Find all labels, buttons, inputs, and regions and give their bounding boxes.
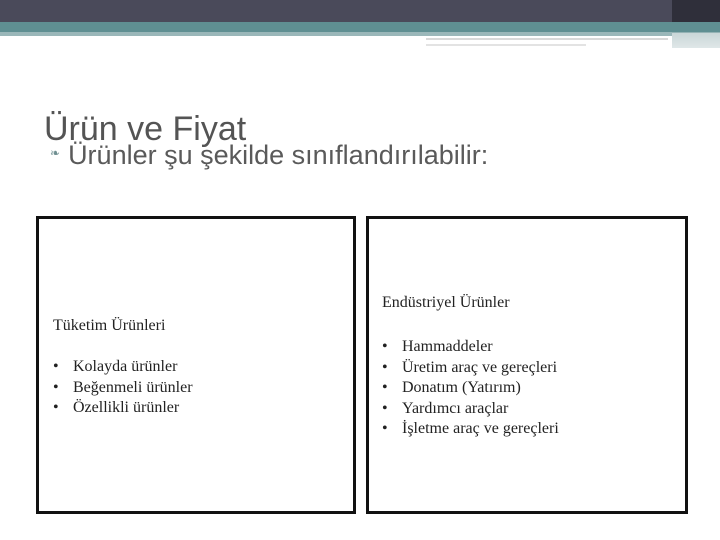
header-band-light bbox=[0, 32, 720, 36]
header-band-dark bbox=[0, 0, 720, 22]
bullet-dot-icon: • bbox=[382, 399, 388, 417]
bullet-dot-icon: • bbox=[382, 338, 388, 355]
decorative-line bbox=[426, 44, 586, 46]
list-item bbox=[53, 357, 193, 378]
list-item bbox=[53, 398, 193, 419]
bullet-dot-icon: • bbox=[53, 378, 59, 396]
list-item-label: Kolayda ürünler bbox=[73, 358, 178, 375]
list-item-label: Yardımcı araçlar bbox=[402, 399, 509, 417]
list-item-label: Donatım (Yatırım) bbox=[402, 379, 521, 396]
box-list bbox=[53, 357, 193, 419]
bullet-dot-icon: • bbox=[53, 358, 59, 375]
list-item-label: Hammaddeler bbox=[402, 338, 493, 355]
industrial-products-box bbox=[366, 216, 688, 514]
box-heading: Tüketim Ürünleri bbox=[53, 317, 166, 334]
list-item bbox=[382, 399, 559, 420]
list-item bbox=[382, 419, 559, 440]
bullet-text-row bbox=[50, 142, 488, 169]
list-item bbox=[53, 378, 193, 399]
decorative-line bbox=[426, 38, 668, 40]
list-item-label: Özellikli ürünler bbox=[73, 399, 180, 416]
list-item bbox=[382, 378, 559, 399]
box-heading: Endüstriyel Ürünler bbox=[382, 294, 510, 311]
bullet-dot-icon: • bbox=[382, 420, 388, 437]
bullet-dot-icon: • bbox=[382, 358, 388, 376]
list-item bbox=[382, 337, 559, 358]
list-item bbox=[382, 358, 559, 379]
list-item-label: Üretim araç ve gereçleri bbox=[402, 358, 558, 376]
header-band-teal bbox=[0, 22, 720, 32]
bullet-dot-icon: • bbox=[382, 379, 388, 396]
bullet-text: Ürünler şu şekilde sınıflandırılabilir: bbox=[68, 140, 489, 170]
consumer-products-box bbox=[36, 216, 356, 514]
box-list bbox=[382, 337, 559, 440]
bullet-dot-icon: • bbox=[53, 399, 59, 416]
slide-title: Ürün ve Fiyat bbox=[44, 110, 247, 148]
list-item-label: İşletme araç ve gereçleri bbox=[402, 420, 559, 437]
bullet-marker-icon: ❧ bbox=[50, 145, 61, 160]
header-corner-block bbox=[672, 0, 720, 48]
list-item-label: Beğenmeli ürünler bbox=[73, 378, 193, 396]
